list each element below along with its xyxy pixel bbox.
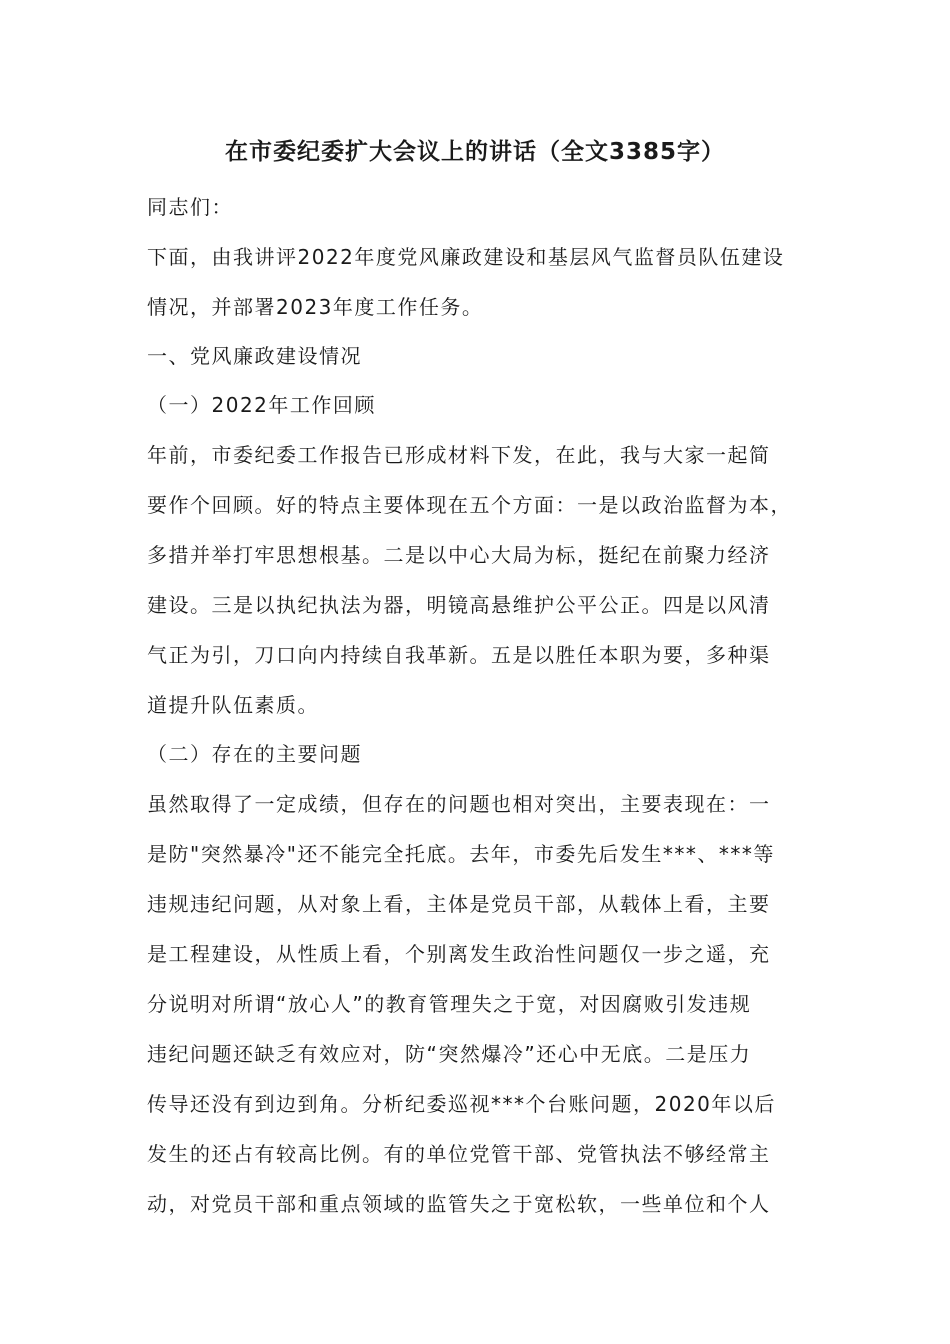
- paragraph-line: 虽然取得了一定成绩，但存在的问题也相对突出，主要表现在：一: [147, 792, 771, 816]
- paragraph-line: 是工程建设，从性质上看，个别离发生政治性问题仅一步之遥，充: [147, 942, 771, 966]
- paragraph-line: 下面，由我讲评2022年度党风廉政建设和基层风气监督员队伍建设: [147, 245, 785, 269]
- paragraph-line: 多措并举打牢思想根基。二是以中心大局为标，挺纪在前聚力经济: [147, 543, 771, 567]
- paragraph-line: 建设。三是以执纪执法为器，明镜高悬维护公平公正。四是以风清: [147, 593, 771, 617]
- paragraph-line: 是防"突然暴冷"还不能完全托底。去年，市委先后发生***、***等: [147, 842, 775, 866]
- paragraph-line: 气正为引，刀口向内持续自我革新。五是以胜任本职为要，多种渠: [147, 643, 771, 667]
- document-title: 在市委纪委扩大会议上的讲话（全文3385字）: [224, 139, 725, 165]
- salutation: 同志们：: [147, 195, 233, 219]
- paragraph-line: 要作个回顾。好的特点主要体现在五个方面：一是以政治监督为本，: [147, 493, 792, 517]
- paragraph-line: 违规违纪问题，从对象上看，主体是党员干部，从载体上看，主要: [147, 892, 771, 916]
- paragraph-line: 情况，并部署2023年度工作任务。: [147, 295, 484, 319]
- paragraph-line: 发生的还占有较高比例。有的单位党管干部、党管执法不够经常主: [147, 1142, 771, 1166]
- document-body: [147, 182, 837, 1229]
- paragraph-line: 动，对党员干部和重点领域的监管失之于宽松软，一些单位和个人: [147, 1192, 771, 1216]
- subsection-heading: （二）存在的主要问题: [147, 742, 362, 766]
- paragraph-line: 年前，市委纪委工作报告已形成材料下发，在此，我与大家一起简: [147, 443, 771, 467]
- paragraph-line: 道提升队伍素质。: [147, 693, 319, 717]
- section-heading: 一、党风廉政建设情况: [147, 344, 362, 368]
- paragraph-line: 违纪问题还缺乏有效应对，防“突然爆冷”还心中无底。二是压力: [147, 1042, 752, 1066]
- subsection-heading: （一）2022年工作回顾: [147, 393, 376, 417]
- paragraph-line: 传导还没有到边到角。分析纪委巡视***个台账问题，2020年以后: [147, 1092, 776, 1116]
- paragraph-line: 分说明对所谓“放心人”的教育管理失之于宽，对因腐败引发违规: [147, 992, 752, 1016]
